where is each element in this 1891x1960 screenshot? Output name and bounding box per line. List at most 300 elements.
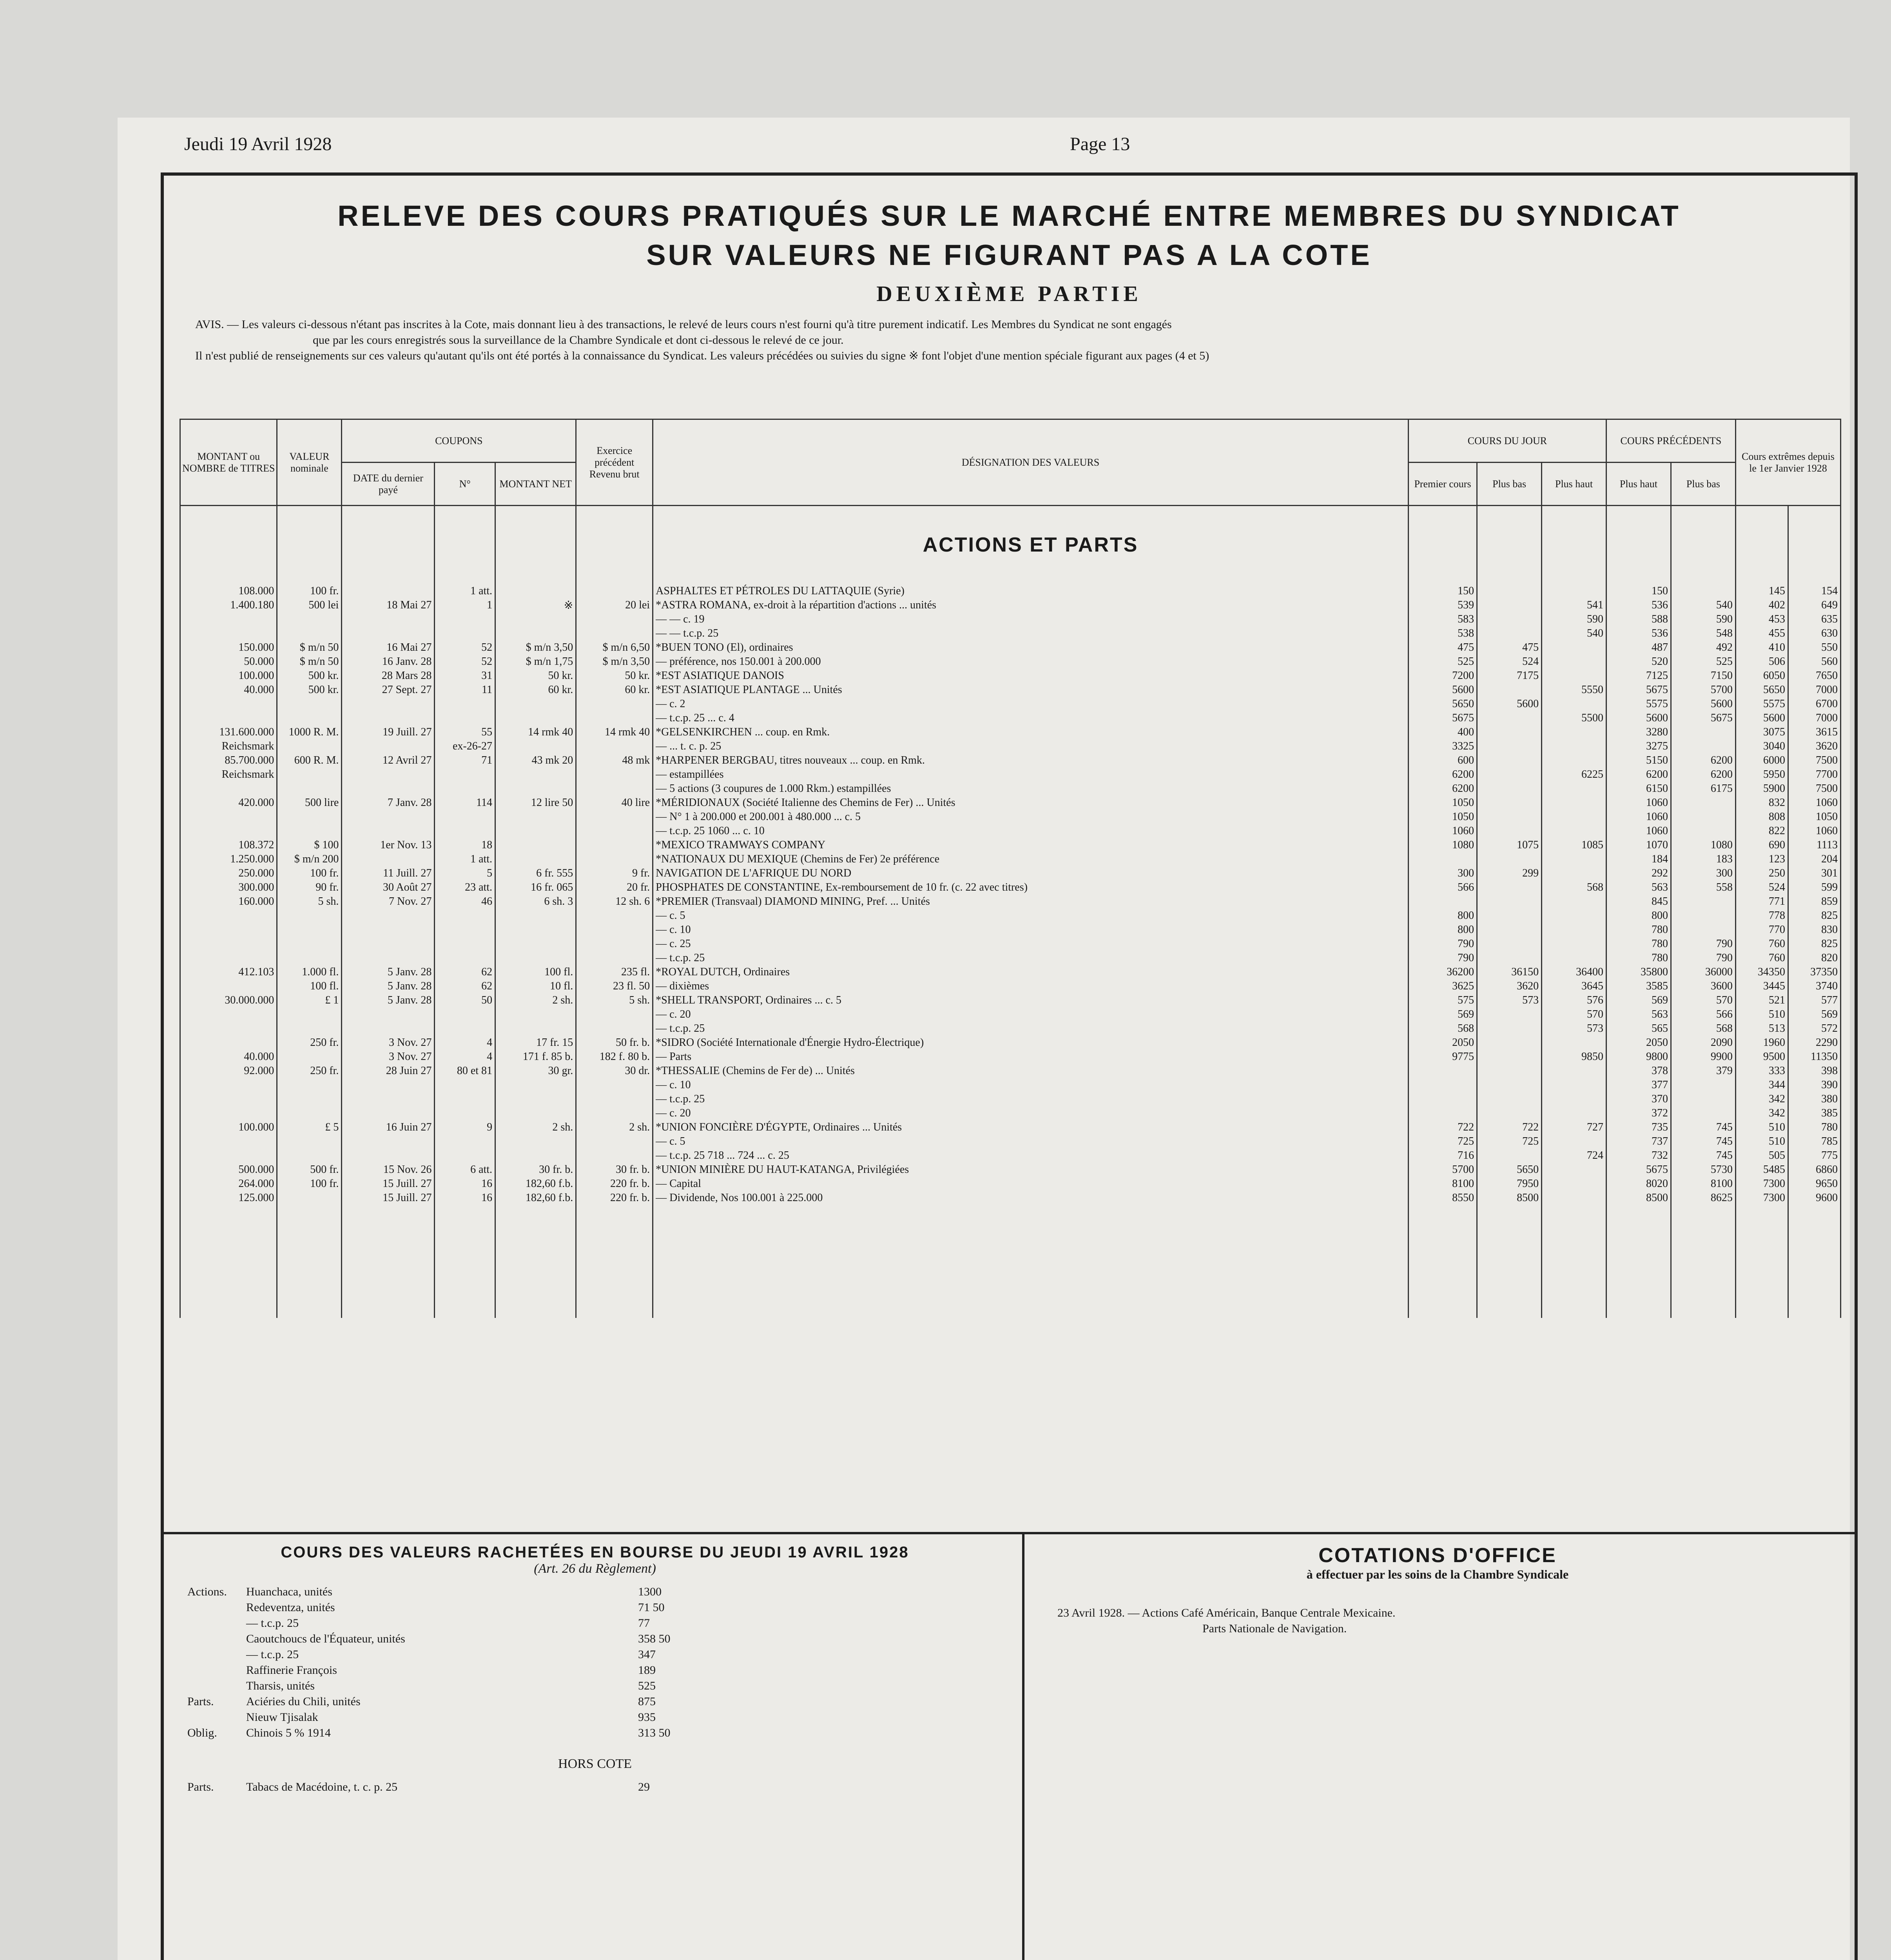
cell-n xyxy=(435,937,495,951)
table-row xyxy=(180,753,1841,768)
table-row xyxy=(180,1191,1841,1205)
cell-d: 5 Janv. 28 xyxy=(342,965,435,979)
cell-pb: 590 xyxy=(1671,612,1735,626)
cell-e1: 1960 xyxy=(1735,1036,1788,1050)
page-header xyxy=(184,133,1834,161)
empty-cell xyxy=(1671,1233,1735,1247)
empty-cell xyxy=(342,1261,435,1276)
cell-net xyxy=(495,1092,576,1106)
cell-p: 569 xyxy=(1408,1007,1477,1022)
cell-m xyxy=(180,1078,277,1092)
empty-cell xyxy=(342,1247,435,1261)
cell-e2: 635 xyxy=(1788,612,1840,626)
cell-net xyxy=(495,739,576,753)
cell-h xyxy=(1542,951,1606,965)
empty-cell xyxy=(576,1247,653,1261)
cell-des: *THESSALIE (Chemins de Fer de) ... Unités xyxy=(653,1064,1409,1078)
item-name: Aciéries du Chili, unités xyxy=(246,1695,361,1708)
cell-h xyxy=(1542,852,1606,866)
cell-e2: 775 xyxy=(1788,1149,1840,1163)
cell-v xyxy=(277,1092,342,1106)
cell-d: 5 Janv. 28 xyxy=(342,993,435,1007)
cell-v: 500 fr. xyxy=(277,1163,342,1177)
empty-cell xyxy=(1477,1219,1542,1233)
cell-net: $ m/n 1,75 xyxy=(495,655,576,669)
cell-p: 1050 xyxy=(1408,796,1477,810)
cell-pb: 745 xyxy=(1671,1149,1735,1163)
list-item xyxy=(187,1647,1010,1662)
cell-v xyxy=(277,951,342,965)
table-row xyxy=(180,1134,1841,1149)
cell-p: 5600 xyxy=(1408,683,1477,697)
cell-des: — c. 20 xyxy=(653,1007,1409,1022)
cell-net: 10 fl. xyxy=(495,979,576,993)
empty-cell xyxy=(180,1290,277,1304)
cell-m xyxy=(180,1149,277,1163)
empty-cell xyxy=(653,1205,1409,1219)
cell-ex: $ m/n 3,50 xyxy=(576,655,653,669)
cell-n: 18 xyxy=(435,838,495,852)
empty-cell xyxy=(1671,1304,1735,1318)
empty-cell xyxy=(653,1219,1409,1233)
cell-e1: 6050 xyxy=(1735,669,1788,683)
cell-p: 583 xyxy=(1408,612,1477,626)
cell-m xyxy=(180,979,277,993)
cell-h xyxy=(1542,782,1606,796)
cell-ex xyxy=(576,1022,653,1036)
cell-ex xyxy=(576,1007,653,1022)
table-row xyxy=(180,612,1841,626)
cell-ex: 50 kr. xyxy=(576,669,653,683)
table-row xyxy=(180,598,1841,612)
table-row xyxy=(180,1078,1841,1092)
cell-e2: 385 xyxy=(1788,1106,1840,1120)
cell-d xyxy=(342,768,435,782)
cell-ex: 14 rmk 40 xyxy=(576,725,653,739)
item-category xyxy=(187,1647,246,1662)
cell-d xyxy=(342,782,435,796)
cell-ph: 5600 xyxy=(1606,711,1671,725)
cell-pb xyxy=(1671,739,1735,753)
cell-h: 727 xyxy=(1542,1120,1606,1134)
cell-d: 18 Mai 27 xyxy=(342,598,435,612)
empty-cell xyxy=(1477,1261,1542,1276)
cell-ex: 30 dr. xyxy=(576,1064,653,1078)
table-row xyxy=(180,824,1841,838)
cell-e1: 34350 xyxy=(1735,965,1788,979)
empty-cell xyxy=(653,1290,1409,1304)
cell-ex: 9 fr. xyxy=(576,866,653,880)
cell-d: 5 Janv. 28 xyxy=(342,979,435,993)
empty-cell xyxy=(1788,1276,1840,1290)
cell-e2: 7700 xyxy=(1788,768,1840,782)
cell-net xyxy=(495,697,576,711)
office-line-1: 23 Avril 1928. — Actions Café Américain, Banque Centrale Mexicaine. xyxy=(1057,1606,1396,1619)
cell-p: 150 xyxy=(1408,584,1477,598)
empty-cell xyxy=(277,1290,342,1304)
cell-e1: 5950 xyxy=(1735,768,1788,782)
avis-line-2: que par les cours enregistrés sous la surveillance de la Chambre Syndicale et dont ci-dessous le relevé de ce jour. xyxy=(313,334,844,347)
empty-cell xyxy=(1671,1205,1735,1219)
empty-cell xyxy=(576,1205,653,1219)
cell-ph: 732 xyxy=(1606,1149,1671,1163)
cell-p: 3625 xyxy=(1408,979,1477,993)
cell-n: 6 att. xyxy=(435,1163,495,1177)
cell-n: 80 et 81 xyxy=(435,1064,495,1078)
cell-v: $ 100 xyxy=(277,838,342,852)
cell-d: 11 Juill. 27 xyxy=(342,866,435,880)
cell-ph: 7125 xyxy=(1606,669,1671,683)
empty-cell xyxy=(1735,1219,1788,1233)
empty-cell xyxy=(1735,1290,1788,1304)
cell-ex: 5 sh. xyxy=(576,993,653,1007)
empty-cell xyxy=(653,1247,1409,1261)
cell-b: 5650 xyxy=(1477,1163,1542,1177)
cell-p: 7200 xyxy=(1408,669,1477,683)
cell-m: Reichsmark xyxy=(180,739,277,753)
cell-net xyxy=(495,1022,576,1036)
cell-net xyxy=(495,584,576,598)
col-montant-net: MONTANT NET xyxy=(495,463,576,506)
cell-pb xyxy=(1671,796,1735,810)
cell-b: 524 xyxy=(1477,655,1542,669)
table-row-empty xyxy=(180,1247,1841,1261)
cell-ph: 8020 xyxy=(1606,1177,1671,1191)
cell-d: 28 Mars 28 xyxy=(342,669,435,683)
cell-h xyxy=(1542,753,1606,768)
empty-cell xyxy=(180,1219,277,1233)
cell-p: 1060 xyxy=(1408,824,1477,838)
table-row xyxy=(180,1120,1841,1134)
cell-n xyxy=(435,1149,495,1163)
cell-m: 92.000 xyxy=(180,1064,277,1078)
cell-h: 541 xyxy=(1542,598,1606,612)
cell-v xyxy=(277,1078,342,1092)
cell-ph: 536 xyxy=(1606,626,1671,641)
cell-ex xyxy=(576,612,653,626)
list-item xyxy=(187,1678,1010,1694)
cell-ex xyxy=(576,1149,653,1163)
cell-ex xyxy=(576,824,653,838)
table-row-empty xyxy=(180,1261,1841,1276)
cell-d xyxy=(342,626,435,641)
cell-net xyxy=(495,824,576,838)
cell-h: 1085 xyxy=(1542,838,1606,852)
cell-d: 19 Juill. 27 xyxy=(342,725,435,739)
cell-n: 52 xyxy=(435,641,495,655)
empty-cell xyxy=(180,1247,277,1261)
cell-p xyxy=(1408,895,1477,909)
empty-cell xyxy=(1788,1261,1840,1276)
cell-pb: 492 xyxy=(1671,641,1735,655)
cell-e1: 808 xyxy=(1735,810,1788,824)
empty-cell xyxy=(653,1261,1409,1276)
cell-ex xyxy=(576,1106,653,1120)
table-row xyxy=(180,1064,1841,1078)
cell-m: 131.600.000 xyxy=(180,725,277,739)
cell-d: 7 Nov. 27 xyxy=(342,895,435,909)
table-row xyxy=(180,768,1841,782)
cell-h xyxy=(1542,655,1606,669)
empty-cell xyxy=(1408,1233,1477,1247)
cell-des: NAVIGATION DE L'AFRIQUE DU NORD xyxy=(653,866,1409,880)
cell-ph: 569 xyxy=(1606,993,1671,1007)
cell-pb: 745 xyxy=(1671,1120,1735,1134)
cell-net: 12 lire 50 xyxy=(495,796,576,810)
empty-cell xyxy=(435,1233,495,1247)
cell-e1: 832 xyxy=(1735,796,1788,810)
cell-ph: 563 xyxy=(1606,880,1671,895)
cell-m xyxy=(180,1007,277,1022)
item-price: 77 xyxy=(638,1617,650,1630)
cell-des: — Capital xyxy=(653,1177,1409,1191)
cell-h: 540 xyxy=(1542,626,1606,641)
cell-e1: 521 xyxy=(1735,993,1788,1007)
item-category xyxy=(187,1710,246,1725)
cell-v xyxy=(277,1191,342,1205)
empty-cell xyxy=(1477,1276,1542,1290)
cell-h: 590 xyxy=(1542,612,1606,626)
cell-h xyxy=(1542,866,1606,880)
cell-des: — c. 5 xyxy=(653,1134,1409,1149)
cell-des: ASPHALTES ET PÉTROLES DU LATTAQUIE (Syrie) xyxy=(653,584,1409,598)
cell-pb: 745 xyxy=(1671,1134,1735,1149)
cell-e1: 342 xyxy=(1735,1092,1788,1106)
cell-n: 46 xyxy=(435,895,495,909)
item-price: 358 50 xyxy=(638,1632,671,1645)
empty-cell xyxy=(653,1233,1409,1247)
cell-b xyxy=(1477,909,1542,923)
cell-n xyxy=(435,909,495,923)
cell-ex: 220 fr. b. xyxy=(576,1191,653,1205)
cell-des: — t.c.p. 25 xyxy=(653,1092,1409,1106)
cell-ex: 60 kr. xyxy=(576,683,653,697)
empty-cell xyxy=(1788,1247,1840,1261)
cell-e1: 9500 xyxy=(1735,1050,1788,1064)
cell-b: 1075 xyxy=(1477,838,1542,852)
hors-cote-price: 29 xyxy=(638,1780,650,1793)
cell-net: 182,60 f.b. xyxy=(495,1191,576,1205)
cell-pb: 3600 xyxy=(1671,979,1735,993)
cell-b xyxy=(1477,951,1542,965)
cell-b xyxy=(1477,768,1542,782)
cell-d: 1er Nov. 13 xyxy=(342,838,435,852)
cell-h xyxy=(1542,697,1606,711)
cell-ex xyxy=(576,951,653,965)
cell-e2: 3740 xyxy=(1788,979,1840,993)
cell-b xyxy=(1477,739,1542,753)
cell-pb xyxy=(1671,824,1735,838)
cell-v xyxy=(277,1022,342,1036)
cell-e2: 825 xyxy=(1788,937,1840,951)
cell-ph: 1060 xyxy=(1606,824,1671,838)
cell-d xyxy=(342,1022,435,1036)
cell-net xyxy=(495,1149,576,1163)
cell-e1: 510 xyxy=(1735,1007,1788,1022)
cell-des: — t.c.p. 25 1060 ... c. 10 xyxy=(653,824,1409,838)
empty-cell xyxy=(495,1276,576,1290)
cell-n xyxy=(435,612,495,626)
cell-n: 4 xyxy=(435,1036,495,1050)
item-category: Parts. xyxy=(187,1695,214,1708)
content-frame xyxy=(161,172,1858,1960)
cell-e2: 572 xyxy=(1788,1022,1840,1036)
cell-e2: 560 xyxy=(1788,655,1840,669)
cell-b: 7950 xyxy=(1477,1177,1542,1191)
cell-pb xyxy=(1671,923,1735,937)
table-row xyxy=(180,852,1841,866)
cell-e1: 760 xyxy=(1735,937,1788,951)
empty-cell xyxy=(1408,1205,1477,1219)
cell-v: £ 1 xyxy=(277,993,342,1007)
cell-n: 62 xyxy=(435,965,495,979)
cell-des: — c. 20 xyxy=(653,1106,1409,1120)
table-row xyxy=(180,979,1841,993)
cell-b xyxy=(1477,880,1542,895)
cell-d xyxy=(342,697,435,711)
empty-cell xyxy=(1606,1247,1671,1261)
cell-v: 600 R. M. xyxy=(277,753,342,768)
table-row xyxy=(180,626,1841,641)
cell-ph: 5150 xyxy=(1606,753,1671,768)
empty-cell xyxy=(277,1276,342,1290)
list-item xyxy=(187,1694,1010,1710)
empty-cell xyxy=(342,1205,435,1219)
cell-e2: 9650 xyxy=(1788,1177,1840,1191)
empty-cell xyxy=(576,1219,653,1233)
empty-cell xyxy=(495,1219,576,1233)
cell-pb: 8625 xyxy=(1671,1191,1735,1205)
cell-p xyxy=(1408,1078,1477,1092)
cell-des: *MEXICO TRAMWAYS COMPANY xyxy=(653,838,1409,852)
col-plus-haut: Plus haut xyxy=(1542,463,1606,506)
cell-d xyxy=(342,937,435,951)
cell-net xyxy=(495,1078,576,1092)
table-row-empty xyxy=(180,1276,1841,1290)
cell-net: 14 rmk 40 xyxy=(495,725,576,739)
cell-d xyxy=(342,852,435,866)
cell-d: 7 Janv. 28 xyxy=(342,796,435,810)
cell-des: *ROYAL DUTCH, Ordinaires xyxy=(653,965,1409,979)
empty-cell xyxy=(180,1276,277,1290)
hors-cote-name: Tabacs de Macédoine, t. c. p. 25 xyxy=(246,1780,398,1793)
cell-m: 100.000 xyxy=(180,1120,277,1134)
cell-m xyxy=(180,697,277,711)
table-row-empty xyxy=(180,1290,1841,1304)
cell-e2: 390 xyxy=(1788,1078,1840,1092)
cell-ex: 20 lei xyxy=(576,598,653,612)
cell-b xyxy=(1477,937,1542,951)
cell-v xyxy=(277,810,342,824)
cell-n: 16 xyxy=(435,1177,495,1191)
cell-e1: 6000 xyxy=(1735,753,1788,768)
cell-e2: 550 xyxy=(1788,641,1840,655)
cell-des: PHOSPHATES DE CONSTANTINE, Ex-remboursement de 10 fr. (c. 22 avec titres) xyxy=(653,880,1409,895)
cell-n xyxy=(435,1022,495,1036)
cell-des: *EST ASIATIQUE DANOIS xyxy=(653,669,1409,683)
cell-n xyxy=(435,923,495,937)
cell-net xyxy=(495,852,576,866)
cell-n: 31 xyxy=(435,669,495,683)
cell-m xyxy=(180,1036,277,1050)
empty-cell xyxy=(576,1233,653,1247)
cell-ex: 235 fl. xyxy=(576,965,653,979)
cell-n xyxy=(435,1078,495,1092)
cell-p: 400 xyxy=(1408,725,1477,739)
empty-cell xyxy=(653,1276,1409,1290)
empty-cell xyxy=(495,1247,576,1261)
cell-e1: 7300 xyxy=(1735,1177,1788,1191)
cell-des: — — t.c.p. 25 xyxy=(653,626,1409,641)
cell-des: *SIDRO (Société Internationale d'Énergie Hydro-Électrique) xyxy=(653,1036,1409,1050)
cell-e1: 5900 xyxy=(1735,782,1788,796)
cell-e1: 344 xyxy=(1735,1078,1788,1092)
partie-title: DEUXIÈME PARTIE xyxy=(876,282,1142,306)
cell-net: $ m/n 3,50 xyxy=(495,641,576,655)
empty-cell xyxy=(435,1247,495,1261)
cell-m xyxy=(180,951,277,965)
item-name: Tharsis, unités xyxy=(246,1679,315,1692)
cell-v xyxy=(277,768,342,782)
cell-h xyxy=(1542,1092,1606,1106)
cell-v: 100 fr. xyxy=(277,866,342,880)
avis-notice xyxy=(195,317,1839,364)
empty-cell xyxy=(1542,1247,1606,1261)
item-category xyxy=(187,1631,246,1647)
divider-middle xyxy=(164,1532,1855,1534)
cell-net xyxy=(495,1007,576,1022)
cell-m: 108.372 xyxy=(180,838,277,852)
cell-ph: 536 xyxy=(1606,598,1671,612)
empty-cell xyxy=(435,1219,495,1233)
cell-ph: 487 xyxy=(1606,641,1671,655)
table-row xyxy=(180,782,1841,796)
cell-ph: 370 xyxy=(1606,1092,1671,1106)
empty-cell xyxy=(1542,1276,1606,1290)
table-row xyxy=(180,725,1841,739)
cell-p: 1050 xyxy=(1408,810,1477,824)
list-item xyxy=(187,1662,1010,1678)
cell-net: 43 mk 20 xyxy=(495,753,576,768)
cell-b xyxy=(1477,598,1542,612)
cell-v xyxy=(277,923,342,937)
cell-net xyxy=(495,612,576,626)
cell-h xyxy=(1542,810,1606,824)
cell-d: 28 Juin 27 xyxy=(342,1064,435,1078)
empty-cell xyxy=(435,1290,495,1304)
cell-e1: 5650 xyxy=(1735,683,1788,697)
cell-net: ※ xyxy=(495,598,576,612)
table-row-empty xyxy=(180,1233,1841,1247)
list-item xyxy=(187,1615,1010,1631)
empty-cell xyxy=(495,1261,576,1276)
cell-e1: 123 xyxy=(1735,852,1788,866)
cell-e2: 37350 xyxy=(1788,965,1840,979)
cell-m: 85.700.000 xyxy=(180,753,277,768)
cell-h xyxy=(1542,641,1606,655)
cell-des: — t.c.p. 25 xyxy=(653,1022,1409,1036)
empty-cell xyxy=(1735,1247,1788,1261)
table-row xyxy=(180,951,1841,965)
cell-d: 16 Mai 27 xyxy=(342,641,435,655)
empty-cell xyxy=(1788,1304,1840,1318)
header-page-number: Page 13 xyxy=(1070,134,1130,154)
cell-net xyxy=(495,1134,576,1149)
cell-m: 100.000 xyxy=(180,669,277,683)
cell-des: — 5 actions (3 coupures de 1.000 Rkm.) estampillées xyxy=(653,782,1409,796)
cell-net xyxy=(495,626,576,641)
cell-p: 725 xyxy=(1408,1134,1477,1149)
